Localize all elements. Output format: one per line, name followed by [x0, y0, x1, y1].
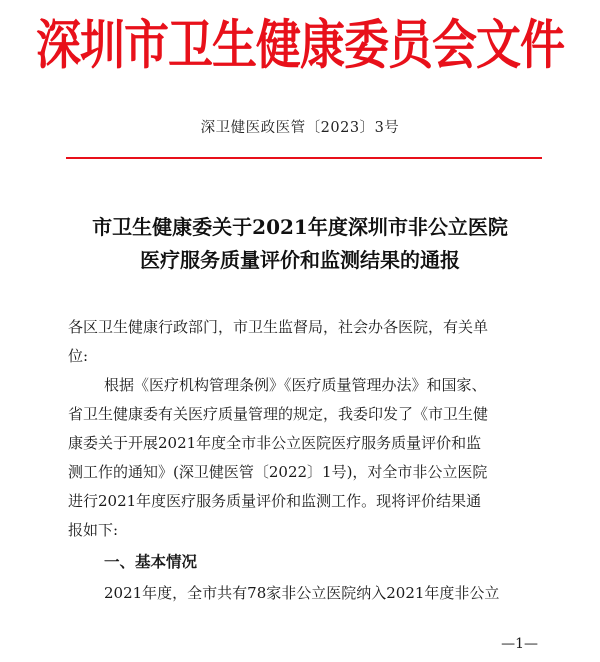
paragraph1-line: 进行2021年度医疗服务质量评价和监测工作。现将评价结果通 [68, 492, 482, 510]
addressee-line1: 各区卫生健康行政部门，市卫生监督局，社会办各医院，有关单 [68, 318, 489, 336]
document-number: 深卫健医政医管〔2023〕3号 [200, 120, 400, 136]
document-title-line2: 医疗服务质量评价和监测结果的通报 [140, 248, 460, 272]
paragraph1-line: 省卫生健康委有关医疗质量管理的规定，我委印发了《市卫生健 [68, 405, 489, 423]
paragraph2-line: 2021年度，全市共有78家非公立医院纳入2021年度非公立 [104, 584, 500, 602]
red-divider-rule [66, 157, 542, 159]
page-number: —1— [501, 636, 538, 652]
paragraph1-line: 报如下: [68, 521, 119, 539]
paragraph1-line: 康委关于开展2021年度全市非公立医院医疗服务质量评价和监 [68, 434, 482, 452]
section-heading: 一、基本情况 [104, 553, 198, 571]
addressee-line2: 位: [68, 347, 89, 365]
paragraph1-line: 测工作的通知》(深卫健医管〔2022〕1号)，对全市非公立医院 [68, 463, 488, 481]
masthead-title: 深圳市卫生健康委员会文件 [35, 13, 564, 77]
document-title-line1: 市卫生健康委关于2021年度深圳市非公立医院 [92, 215, 508, 239]
paragraph1-line: 根据《医疗机构管理条例》《医疗质量管理办法》和国家、 [104, 376, 487, 394]
